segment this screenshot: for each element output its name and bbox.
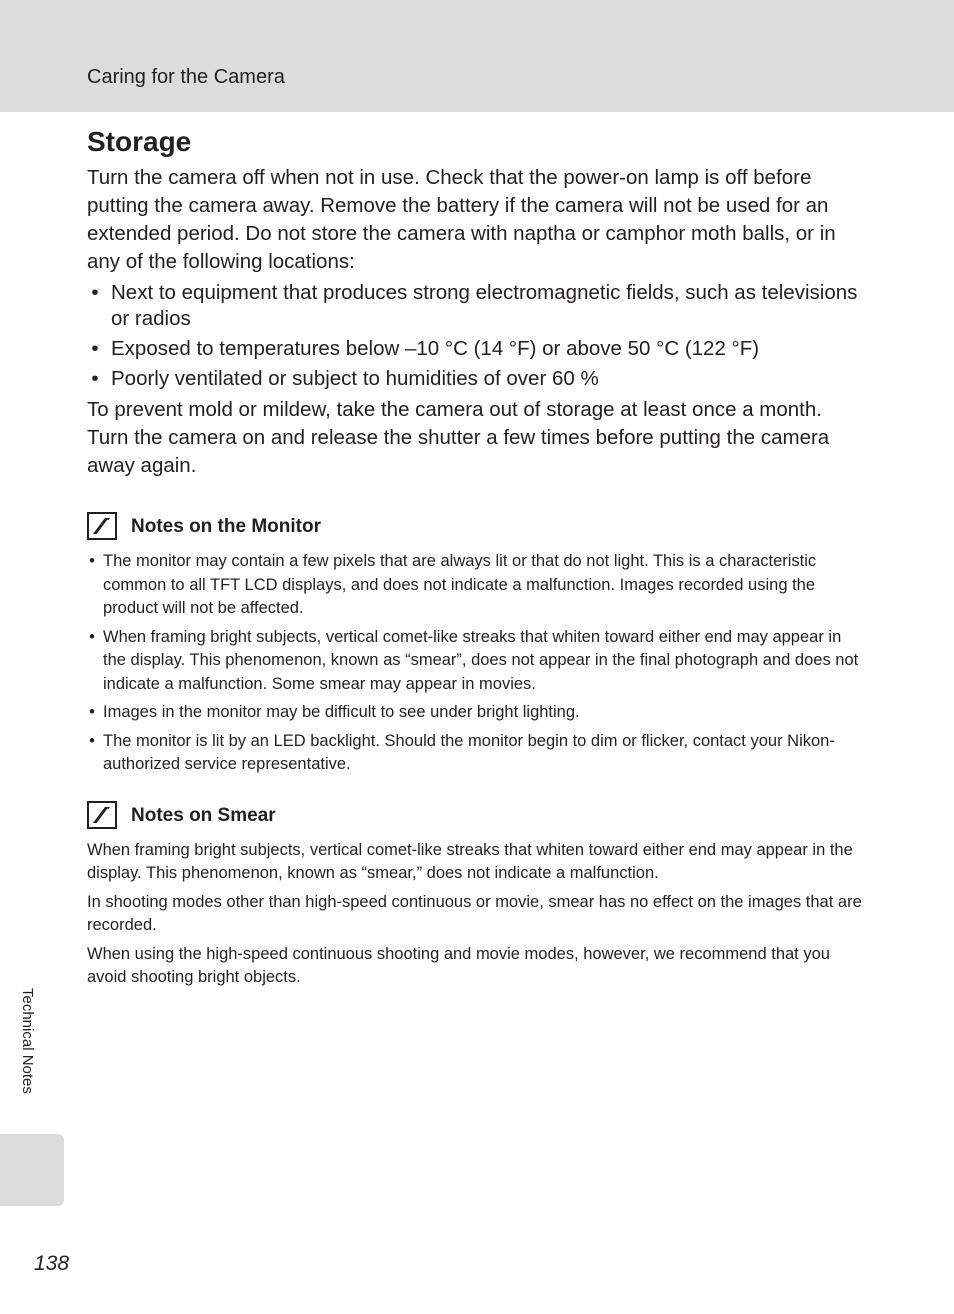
smear-paragraph: In shooting modes other than high-speed continuous or movie, smear has no effect on the images that are recorded. xyxy=(87,892,862,934)
list-item: • Poorly ventilated or subject to humidities of over 60 % xyxy=(87,366,867,392)
bullet-icon: • xyxy=(91,281,99,304)
storage-outro: To prevent mold or mildew, take the camera out of storage at least once a month. Turn the camera on and release the shutter a few times before putting the camera away again. xyxy=(87,398,830,477)
list-item: • Next to equipment that produces strong electromagnetic fields, such as televisions or radios xyxy=(87,280,867,332)
main-content xyxy=(87,124,867,995)
page-number: 138 xyxy=(34,1252,70,1275)
header-band xyxy=(0,0,954,112)
list-item: • The monitor is lit by an LED backlight. Should the monitor begin to dim or flicker, contact your Nikon-authorized service representative. xyxy=(87,730,867,777)
storage-intro: Turn the camera off when not in use. Check that the power-on lamp is off before putting the camera away. Remove the battery if the camera will not be used for an extended period. Do not store the camera with naptha or camphor moth balls, or in any of the following locations: xyxy=(87,166,836,273)
list-item: • Exposed to temperatures below –10 °C (14 °F) or above 50 °C (122 °F) xyxy=(87,336,867,362)
smear-paragraph: When framing bright subjects, vertical comet-like streaks that whiten toward either end may appear in the display. This phenomenon, known as “smear,” does not indicate a malfunction. xyxy=(87,840,853,882)
list-item: • The monitor may contain a few pixels that are always lit or that do not light. This is a characteristic common to all TFT LCD displays, and does not indicate a malfunction. Images recorded using the product will not be affected. xyxy=(87,550,867,621)
note-pencil-icon xyxy=(87,512,117,540)
note-pencil-icon xyxy=(87,801,117,829)
notes-smear-heading: Notes on Smear xyxy=(87,801,867,831)
side-section-label: Technical Notes xyxy=(19,988,36,1094)
notes-monitor-heading: Notes on the Monitor xyxy=(87,512,867,542)
bullet-icon: • xyxy=(89,627,95,646)
bullet-icon: • xyxy=(91,367,99,390)
bullet-icon: • xyxy=(89,703,95,721)
notes-monitor-list xyxy=(87,550,867,777)
list-item: • When framing bright subjects, vertical comet-like streaks that whiten toward either end may appear in the display. This phenomenon, known as “smear”, does not appear in the final photograph and does not indicate a malfunction. Some smear may appear in movies. xyxy=(87,626,867,697)
bullet-icon: • xyxy=(89,552,95,570)
storage-locations-list xyxy=(87,280,867,392)
bullet-icon: • xyxy=(91,337,99,360)
running-header: Caring for the Camera xyxy=(87,66,285,88)
section-title: Storage xyxy=(87,126,192,157)
smear-paragraph: When using the high-speed continuous shooting and movie modes, however, we recommend that you avoid shooting bright objects. xyxy=(87,944,830,986)
list-item: • Images in the monitor may be difficult to see under bright lighting. xyxy=(87,701,867,725)
side-section-tab xyxy=(0,1134,64,1206)
bullet-icon: • xyxy=(89,731,95,750)
